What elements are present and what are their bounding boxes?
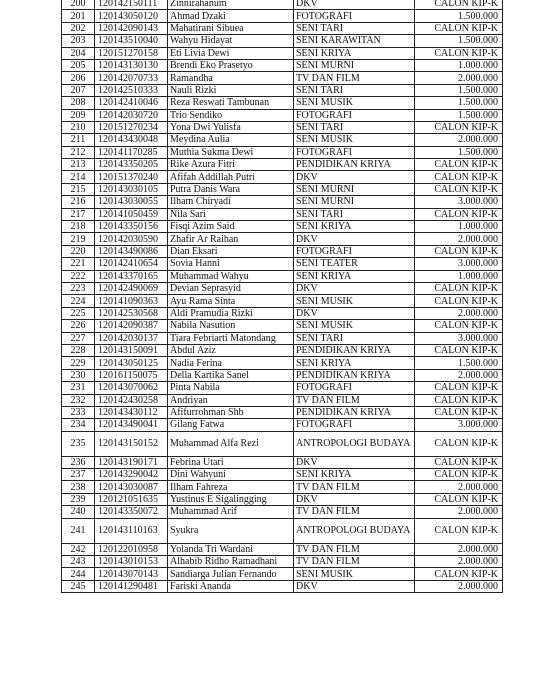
table-row (62, 84, 503, 96)
row-number: 218 (62, 221, 95, 233)
student-id: 120143350156 (95, 221, 168, 233)
student-id: 120143290042 (95, 469, 168, 481)
table-row (62, 183, 503, 195)
student-id: 120142090387 (95, 320, 168, 332)
row-number: 232 (62, 394, 95, 406)
row-number: 205 (62, 59, 95, 71)
student-id: 120151370240 (95, 171, 168, 183)
study-program: PENDIDIKAN KRIYA (294, 369, 415, 381)
student-name: Devian Seprasyid (168, 282, 294, 294)
table-row (62, 568, 503, 580)
row-number: 209 (62, 109, 95, 121)
student-name: Syukra (168, 518, 294, 543)
scholarship-status: CALON KIP-K (415, 171, 503, 183)
scholarship-status: 1.500.000 (415, 10, 503, 22)
student-id: 120142030720 (95, 109, 168, 121)
student-id: 120141290481 (95, 580, 168, 592)
scholarship-status: 2.000.000 (415, 233, 503, 245)
study-program: FOTOGRAFI (294, 10, 415, 22)
student-table-body (62, 0, 503, 593)
study-program: SENI TARI (294, 208, 415, 220)
student-id: 120142490069 (95, 282, 168, 294)
scholarship-status: CALON KIP-K (415, 121, 503, 133)
student-name: Febrina Utari (168, 456, 294, 468)
row-number: 216 (62, 196, 95, 208)
table-row (62, 369, 503, 381)
scholarship-status: CALON KIP-K (415, 320, 503, 332)
row-number: 228 (62, 344, 95, 356)
study-program: SENI MUSIK (294, 97, 415, 109)
student-name: Meydina Aulia (168, 134, 294, 146)
row-number: 235 (62, 431, 95, 456)
student-id: 120141090363 (95, 295, 168, 307)
row-number: 215 (62, 183, 95, 195)
study-program: TV DAN FILM (294, 556, 415, 568)
study-program: DKV (294, 493, 415, 505)
row-number: 238 (62, 481, 95, 493)
student-id: 120143030105 (95, 183, 168, 195)
table-row (62, 245, 503, 257)
student-name: Tiara Febriarti Matondang (168, 332, 294, 344)
scholarship-status: CALON KIP-K (415, 245, 503, 257)
scholarship-status: 2.000.000 (415, 134, 503, 146)
scholarship-status: CALON KIP-K (415, 469, 503, 481)
student-name: Eti Livia Dewi (168, 47, 294, 59)
student-id: 120161150075 (95, 369, 168, 381)
study-program: TV DAN FILM (294, 72, 415, 84)
study-program: DKV (294, 580, 415, 592)
study-program: ANTROPOLOGI BUDAYA (294, 518, 415, 543)
student-id: 120143430112 (95, 406, 168, 418)
study-program: DKV (294, 282, 415, 294)
row-number: 241 (62, 518, 95, 543)
table-row (62, 233, 503, 245)
study-program: TV DAN FILM (294, 481, 415, 493)
student-id: 120143050120 (95, 10, 168, 22)
table-row (62, 406, 503, 418)
study-program: SENI MURNI (294, 59, 415, 71)
student-id: 120142410654 (95, 258, 168, 270)
scholarship-status: CALON KIP-K (415, 159, 503, 171)
study-program: PENDIDIKAN KRIYA (294, 159, 415, 171)
scholarship-status: 3.000.000 (415, 332, 503, 344)
student-name: Aldi Pramudia Rizki (168, 307, 294, 319)
table-row (62, 47, 503, 59)
row-number: 221 (62, 258, 95, 270)
student-name: Brendi Eko Prasetyo (168, 59, 294, 71)
table-row (62, 121, 503, 133)
student-id: 120142030137 (95, 332, 168, 344)
table-row (62, 134, 503, 146)
row-number: 207 (62, 84, 95, 96)
scholarship-status: CALON KIP-K (415, 208, 503, 220)
table-row (62, 159, 503, 171)
scholarship-status: CALON KIP-K (415, 382, 503, 394)
student-name: Muhammad Arif (168, 506, 294, 518)
study-program: SENI KRIYA (294, 270, 415, 282)
study-program: SENI KRIYA (294, 47, 415, 59)
student-name: Ramandha (168, 72, 294, 84)
row-number: 239 (62, 493, 95, 505)
study-program: FOTOGRAFI (294, 146, 415, 158)
scholarship-status: CALON KIP-K (415, 282, 503, 294)
table-row (62, 196, 503, 208)
student-id: 120143110163 (95, 518, 168, 543)
scholarship-status: 1.500.000 (415, 146, 503, 158)
student-name: Fisqi Azim Said (168, 221, 294, 233)
scholarship-status: CALON KIP-K (415, 295, 503, 307)
student-name: Nabila Nasution (168, 320, 294, 332)
student-name: Della Kartika Sanel (168, 369, 294, 381)
row-number: 231 (62, 382, 95, 394)
student-id: 120121051635 (95, 493, 168, 505)
table-row (62, 518, 503, 543)
student-id: 120143510040 (95, 35, 168, 47)
scholarship-status: CALON KIP-K (415, 431, 503, 456)
table-row (62, 258, 503, 270)
student-id: 120151270158 (95, 47, 168, 59)
scholarship-status: 1.500.000 (415, 35, 503, 47)
row-number: 210 (62, 121, 95, 133)
scholarship-status: CALON KIP-K (415, 394, 503, 406)
row-number: 222 (62, 270, 95, 282)
row-number: 219 (62, 233, 95, 245)
study-program: TV DAN FILM (294, 543, 415, 555)
student-id: 120143350205 (95, 159, 168, 171)
table-row (62, 10, 503, 22)
table-row (62, 221, 503, 233)
scholarship-status: 1.000.000 (415, 270, 503, 282)
student-id: 120142070733 (95, 72, 168, 84)
study-program: DKV (294, 307, 415, 319)
study-program: SENI TARI (294, 84, 415, 96)
row-number: 211 (62, 134, 95, 146)
scholarship-status: 2.000.000 (415, 556, 503, 568)
table-row (62, 469, 503, 481)
row-number: 217 (62, 208, 95, 220)
student-id: 120143070062 (95, 382, 168, 394)
row-number: 213 (62, 159, 95, 171)
study-program: SENI MUSIK (294, 320, 415, 332)
study-program: SENI KRIYA (294, 357, 415, 369)
scholarship-status: 1.500.000 (415, 109, 503, 121)
study-program: PENDIDIKAN KRIYA (294, 406, 415, 418)
student-name: Nila Sari (168, 208, 294, 220)
study-program: TV DAN FILM (294, 394, 415, 406)
row-number: 201 (62, 10, 95, 22)
study-program: SENI KARAWITAN (294, 35, 415, 47)
row-number: 229 (62, 357, 95, 369)
student-name: Yolanda Tri Wardani (168, 543, 294, 555)
table-row (62, 506, 503, 518)
student-table (61, 0, 503, 593)
table-row (62, 332, 503, 344)
study-program: SENI KRIYA (294, 469, 415, 481)
student-name: Yustinus E Sigalingging (168, 493, 294, 505)
student-name: Zhafir Ar Raihan (168, 233, 294, 245)
student-name: Afifurrohman Shb (168, 406, 294, 418)
row-number: 244 (62, 568, 95, 580)
table-row (62, 295, 503, 307)
row-number: 245 (62, 580, 95, 592)
table-row (62, 357, 503, 369)
scholarship-status: CALON KIP-K (415, 568, 503, 580)
student-name: Yona Dwi Yulisfa (168, 121, 294, 133)
study-program: SENI MUSIK (294, 134, 415, 146)
row-number: 214 (62, 171, 95, 183)
study-program: SENI TEATER (294, 258, 415, 270)
study-program: TV DAN FILM (294, 506, 415, 518)
student-name: Dian Eksari (168, 245, 294, 257)
student-id: 120143490041 (95, 419, 168, 431)
student-id: 120143150152 (95, 431, 168, 456)
student-id: 120142530568 (95, 307, 168, 319)
student-id: 120143150091 (95, 344, 168, 356)
student-name: Wahyu Hidayat (168, 35, 294, 47)
scholarship-status: CALON KIP-K (415, 344, 503, 356)
row-number: 204 (62, 47, 95, 59)
row-number: 203 (62, 35, 95, 47)
student-id: 120143130130 (95, 59, 168, 71)
table-row (62, 146, 503, 158)
student-name: Afifah Addillah Putri (168, 171, 294, 183)
student-name: Nadia Ferina (168, 357, 294, 369)
scholarship-list-page (61, 0, 502, 593)
student-id: 120143030055 (95, 196, 168, 208)
scholarship-status: 2.000.000 (415, 506, 503, 518)
study-program: SENI MURNI (294, 196, 415, 208)
row-number: 212 (62, 146, 95, 158)
study-program: FOTOGRAFI (294, 245, 415, 257)
student-name: Abdul Aziz (168, 344, 294, 356)
student-id: 120143350072 (95, 506, 168, 518)
study-program: PENDIDIKAN KRIYA (294, 344, 415, 356)
student-name: Ahmad Dzaki (168, 10, 294, 22)
student-id: 120143370165 (95, 270, 168, 282)
table-row (62, 109, 503, 121)
student-name: Fariski Ananda (168, 580, 294, 592)
row-number: 234 (62, 419, 95, 431)
table-row (62, 35, 503, 47)
student-id: 120143050125 (95, 357, 168, 369)
table-row (62, 456, 503, 468)
table-row (62, 270, 503, 282)
student-name: Muhammad Alfa Rezi (168, 431, 294, 456)
table-row (62, 59, 503, 71)
student-name: Mahatirani Sibuea (168, 22, 294, 34)
student-name: Zinnirahanum (168, 0, 294, 10)
row-number: 223 (62, 282, 95, 294)
table-row (62, 282, 503, 294)
table-row (62, 580, 503, 592)
study-program: DKV (294, 233, 415, 245)
table-row (62, 419, 503, 431)
row-number: 202 (62, 22, 95, 34)
student-id: 120151270234 (95, 121, 168, 133)
scholarship-status: 2.000.000 (415, 307, 503, 319)
study-program: FOTOGRAFI (294, 419, 415, 431)
scholarship-status: 2.000.000 (415, 72, 503, 84)
study-program: DKV (294, 0, 415, 10)
study-program: ANTROPOLOGI BUDAYA (294, 431, 415, 456)
scholarship-status: CALON KIP-K (415, 406, 503, 418)
student-name: Rike Azura Fitri (168, 159, 294, 171)
table-row (62, 382, 503, 394)
row-number: 240 (62, 506, 95, 518)
scholarship-status: 3.000.000 (415, 196, 503, 208)
student-id: 120143190171 (95, 456, 168, 468)
scholarship-status: 1.000.000 (415, 221, 503, 233)
student-name: Alhabib Ridho Ramadhani (168, 556, 294, 568)
scholarship-status: 2.000.000 (415, 580, 503, 592)
student-name: Muthia Sukma Dewi (168, 146, 294, 158)
scholarship-status: 3.000.000 (415, 419, 503, 431)
row-number: 227 (62, 332, 95, 344)
scholarship-status: CALON KIP-K (415, 493, 503, 505)
table-row (62, 72, 503, 84)
table-row (62, 431, 503, 456)
scholarship-status: 1.500.000 (415, 357, 503, 369)
student-name: Ayu Rama Sinta (168, 295, 294, 307)
scholarship-status: 2.000.000 (415, 481, 503, 493)
study-program: FOTOGRAFI (294, 382, 415, 394)
row-number: 226 (62, 320, 95, 332)
scholarship-status: 1.500.000 (415, 97, 503, 109)
student-id: 120142150111 (95, 0, 168, 10)
table-row (62, 493, 503, 505)
table-row (62, 0, 503, 10)
study-program: SENI TARI (294, 121, 415, 133)
student-name: Gilang Fatwa (168, 419, 294, 431)
scholarship-status: CALON KIP-K (415, 0, 503, 10)
table-row (62, 543, 503, 555)
table-row (62, 320, 503, 332)
scholarship-status: 2.000.000 (415, 369, 503, 381)
student-name: Nauli Rizki (168, 84, 294, 96)
student-id: 120143430048 (95, 134, 168, 146)
student-name: Dini Wahyuni (168, 469, 294, 481)
student-name: Trio Sendiko (168, 109, 294, 121)
table-row (62, 344, 503, 356)
student-id: 120142090143 (95, 22, 168, 34)
student-id: 120143490086 (95, 245, 168, 257)
student-name: Ilham Chiryadi (168, 196, 294, 208)
study-program: SENI TARI (294, 22, 415, 34)
scholarship-status: CALON KIP-K (415, 183, 503, 195)
student-name: Ilham Fahreza (168, 481, 294, 493)
student-id: 120142410046 (95, 97, 168, 109)
scholarship-status: CALON KIP-K (415, 47, 503, 59)
row-number: 220 (62, 245, 95, 257)
student-id: 120143030087 (95, 481, 168, 493)
study-program: FOTOGRAFI (294, 109, 415, 121)
scholarship-status: 3.000.000 (415, 258, 503, 270)
scholarship-status: CALON KIP-K (415, 518, 503, 543)
table-row (62, 208, 503, 220)
row-number: 230 (62, 369, 95, 381)
table-row (62, 171, 503, 183)
scholarship-status: 2.000.000 (415, 543, 503, 555)
scholarship-status: CALON KIP-K (415, 456, 503, 468)
student-id: 120122010958 (95, 543, 168, 555)
row-number: 243 (62, 556, 95, 568)
study-program: SENI TARI (294, 332, 415, 344)
student-name: Muhammad Wahyu (168, 270, 294, 282)
student-name: Putra Danis Wara (168, 183, 294, 195)
row-number: 224 (62, 295, 95, 307)
study-program: SENI MUSIK (294, 295, 415, 307)
scholarship-status: 1.500.000 (415, 84, 503, 96)
student-id: 120143010153 (95, 556, 168, 568)
row-number: 236 (62, 456, 95, 468)
study-program: SENI MUSIK (294, 568, 415, 580)
student-id: 120142430258 (95, 394, 168, 406)
table-row (62, 22, 503, 34)
student-name: Sandiarga Julian Fernando (168, 568, 294, 580)
student-name: Andriyan (168, 394, 294, 406)
table-row (62, 394, 503, 406)
student-name: Pinta Nabila (168, 382, 294, 394)
table-row (62, 307, 503, 319)
student-id: 120141170285 (95, 146, 168, 158)
study-program: DKV (294, 171, 415, 183)
row-number: 237 (62, 469, 95, 481)
study-program: SENI MURNI (294, 183, 415, 195)
study-program: DKV (294, 456, 415, 468)
table-row (62, 556, 503, 568)
student-id: 120142510333 (95, 84, 168, 96)
scholarship-status: CALON KIP-K (415, 22, 503, 34)
table-row (62, 97, 503, 109)
student-name: Reza Reswati Tambunan (168, 97, 294, 109)
student-id: 120142030590 (95, 233, 168, 245)
row-number: 208 (62, 97, 95, 109)
study-program: SENI KRIYA (294, 221, 415, 233)
student-id: 120143070143 (95, 568, 168, 580)
row-number: 233 (62, 406, 95, 418)
table-row (62, 481, 503, 493)
student-id: 120141050459 (95, 208, 168, 220)
row-number: 242 (62, 543, 95, 555)
student-name: Sovia Hanni (168, 258, 294, 270)
scholarship-status: 1.000.000 (415, 59, 503, 71)
row-number: 200 (62, 0, 95, 10)
row-number: 225 (62, 307, 95, 319)
row-number: 206 (62, 72, 95, 84)
